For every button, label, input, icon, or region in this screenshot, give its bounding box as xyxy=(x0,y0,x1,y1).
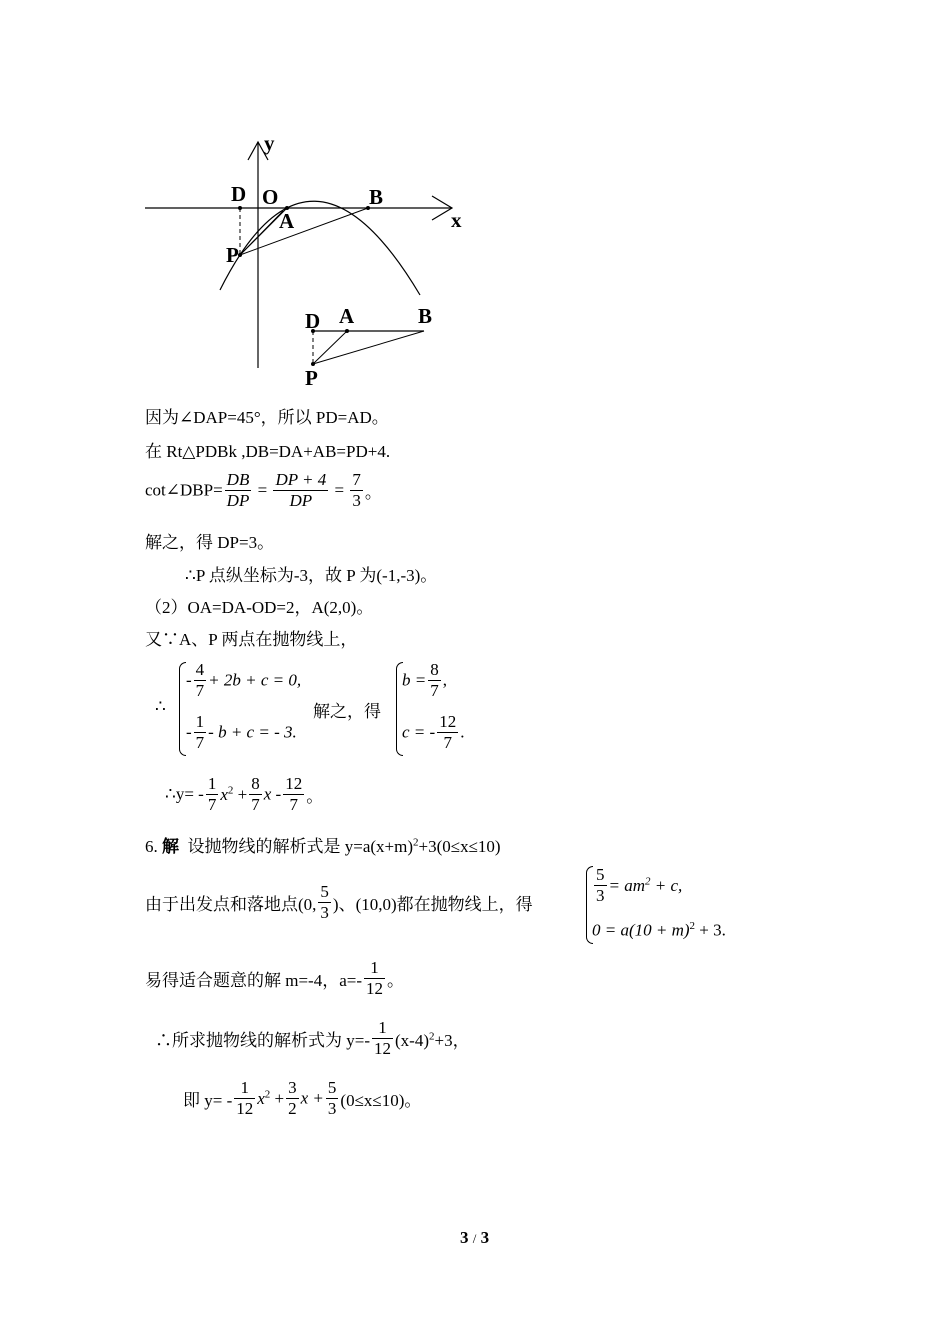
frac-4-7 xyxy=(194,660,207,701)
problem-number: 6. xyxy=(145,837,158,856)
frac-num: 8 xyxy=(430,660,439,679)
eq-am: = am xyxy=(608,875,645,895)
frac-den: 3 xyxy=(596,886,605,905)
period: . xyxy=(460,722,465,742)
exponent: 2 xyxy=(264,1088,271,1101)
problem-text: 设抛物线的解析式是 y=a(x+m) xyxy=(187,837,414,856)
sys1-row1 xyxy=(186,660,301,701)
label-P: P xyxy=(226,243,239,267)
frac-den: 7 xyxy=(207,795,217,814)
frac-num: 12 xyxy=(285,774,303,793)
frac-1-7 xyxy=(194,712,207,753)
plus: + xyxy=(237,784,248,804)
line-solution-m-a xyxy=(145,958,404,999)
frac-den: 7 xyxy=(251,795,260,814)
inset-label-B: B xyxy=(418,304,433,328)
total-pages: 3 xyxy=(480,1228,490,1247)
frac-num: 1 xyxy=(234,1078,255,1099)
frac-den: DP xyxy=(226,491,250,510)
solve-text: 解之，得 xyxy=(313,702,381,721)
sys2-row1 xyxy=(402,660,447,701)
line-ap-on-parabola: 又∵A、P 两点在抛物线上， xyxy=(145,630,358,649)
label-y: y xyxy=(264,131,275,155)
line-start-end-points xyxy=(145,882,533,923)
frac-8-7 xyxy=(428,660,441,701)
frac-db-dp xyxy=(225,470,252,511)
frac-num: 1 xyxy=(364,958,385,979)
text-post: )、(10,0)都在抛物线上，得 xyxy=(332,895,533,914)
frac-num: 7 xyxy=(352,470,361,489)
label-O: O xyxy=(262,185,279,209)
period: 。 xyxy=(306,787,324,806)
line-cot-dbp: cot∠DBP= $\frac{DB}{DP}$ = $\frac{DP + 4}{DP}$ = $\frac{7}{3}$ 。 xyxy=(145,470,382,510)
c-eq: c = - xyxy=(402,722,436,742)
text-pre: 由于出发点和落地点(0, xyxy=(145,895,317,914)
frac-den: 3 xyxy=(327,1099,337,1118)
frac-5-3 xyxy=(326,1078,339,1119)
exponent: 2 xyxy=(227,784,234,797)
plus: + xyxy=(274,1088,285,1108)
frac-num: 5 xyxy=(596,865,605,884)
brace-sys1 xyxy=(179,662,186,756)
problem-tail: +3(0≤x≤10) xyxy=(418,837,501,856)
exponent: 2 xyxy=(645,875,651,888)
frac-den: 12 xyxy=(374,1039,391,1058)
frac-5-3 xyxy=(318,882,331,923)
line-p-coord: ∴P 点纵坐标为-3，故 P 为(-1,-3)。 xyxy=(185,566,438,585)
text-pre: ∴所求抛物线的解析式为 y=- xyxy=(155,1031,370,1050)
eq-tail: + c, xyxy=(654,875,683,895)
frac-num: 5 xyxy=(327,1078,337,1097)
frac-num: 1 xyxy=(207,774,217,793)
frac-1-12 xyxy=(372,1018,393,1059)
frac-den: 7 xyxy=(430,681,439,700)
frac-1-7 xyxy=(206,774,219,815)
frac-den: 12 xyxy=(366,979,384,998)
frac-1-12 xyxy=(364,958,385,999)
sys1-row2 xyxy=(186,712,297,753)
frac-12-7 xyxy=(283,774,304,815)
page-number xyxy=(460,1228,489,1248)
inset-label-P: P xyxy=(305,366,318,390)
comma: , xyxy=(442,670,447,690)
text-post: (0≤x≤10)。 xyxy=(340,1091,422,1110)
frac-num: DB xyxy=(226,470,250,489)
inset-point-A xyxy=(345,329,349,333)
label-x: x xyxy=(451,208,462,232)
frac-den: 7 xyxy=(443,733,452,752)
exponent: 2 xyxy=(413,836,419,849)
frac-12-7 xyxy=(437,712,458,753)
current-page: 3 xyxy=(460,1228,469,1247)
text-tail: +3， xyxy=(434,1031,470,1050)
line-rt-pdb: 在 Rt△PDBk ,DB=DA+AB=PD+4. xyxy=(145,442,391,461)
frac-den: 7 xyxy=(289,795,298,814)
frac-7-3 xyxy=(350,470,363,511)
cot-label: cot∠DBP= xyxy=(145,480,223,500)
frac-num: DP + 4 xyxy=(275,470,327,489)
frac-num: 4 xyxy=(195,660,205,679)
text-pre: 即 y= - xyxy=(183,1091,233,1110)
inset-label-A: A xyxy=(339,304,355,328)
eq-row2: 0 = a(10 + m) xyxy=(592,920,690,940)
line-problem-6 xyxy=(145,832,501,857)
frac-8-7 xyxy=(249,774,262,815)
frac-den: 3 xyxy=(352,491,361,510)
text-pre: 易得适合题意的解 m=-4，a=- xyxy=(145,971,363,990)
frac-num: 5 xyxy=(320,882,329,901)
frac-den: 7 xyxy=(195,733,205,752)
period: 。 xyxy=(387,971,405,990)
minus: - xyxy=(186,722,192,742)
minus: - xyxy=(186,670,192,690)
line-solve-dp: 解之，得 DP=3。 xyxy=(145,533,275,552)
label-D: D xyxy=(231,182,247,206)
x-term: x xyxy=(257,1088,265,1108)
label-A: A xyxy=(279,209,295,233)
frac-den: 12 xyxy=(236,1099,254,1118)
frac-den: 3 xyxy=(320,903,329,922)
sys3-row2 xyxy=(592,920,726,941)
parabola-curve xyxy=(220,201,420,295)
eq-tail: + 3. xyxy=(699,920,726,940)
segment-PB xyxy=(240,208,368,255)
point-D xyxy=(238,206,242,210)
exponent: 2 xyxy=(689,920,696,932)
frac-den: 7 xyxy=(195,681,205,700)
inset-label-D: D xyxy=(305,309,321,333)
label-B: B xyxy=(369,185,384,209)
frac-den: 2 xyxy=(288,1099,297,1118)
frac-num: 12 xyxy=(439,712,457,731)
line-angle-dap: 因为∠DAP=45°，所以 PD=AD。 xyxy=(145,408,389,427)
eq-rest: + 2b + c = 0, xyxy=(208,670,302,690)
frac-num: 3 xyxy=(288,1078,297,1097)
frac-1-12 xyxy=(234,1078,255,1119)
frac-num: 1 xyxy=(195,712,205,731)
therefore-sys1: ∴ xyxy=(155,697,166,716)
sys2-row2 xyxy=(402,712,464,753)
parabola-figure xyxy=(0,0,950,400)
frac-5-3 xyxy=(594,865,607,906)
page-separator: / xyxy=(472,1231,477,1246)
x-minus: x - xyxy=(263,784,282,804)
eq-rest: - b + c = - 3. xyxy=(208,722,297,742)
line-y-equation xyxy=(165,774,323,815)
segment-PA2 xyxy=(240,211,283,255)
frac-num: 8 xyxy=(251,774,260,793)
frac-3-2 xyxy=(286,1078,299,1119)
exponent: 2 xyxy=(428,1030,435,1043)
x-plus: x + xyxy=(300,1088,324,1108)
line-parabola-result xyxy=(155,1018,470,1059)
y-eq: ∴y= - xyxy=(165,784,204,804)
frac-dp4-dp xyxy=(273,470,328,511)
solution-label: 解 xyxy=(162,837,179,856)
frac-den: DP xyxy=(289,491,313,510)
sys3-row1 xyxy=(592,865,682,906)
line-expanded-form xyxy=(183,1078,421,1119)
line-oa: （2）OA=DA-OD=2，A(2,0)。 xyxy=(145,598,374,617)
period: 。 xyxy=(364,483,382,502)
frac-num: 1 xyxy=(372,1018,393,1039)
text-post: (x-4) xyxy=(395,1031,429,1050)
b-eq: b = xyxy=(402,670,427,690)
x-term: x xyxy=(220,784,228,804)
